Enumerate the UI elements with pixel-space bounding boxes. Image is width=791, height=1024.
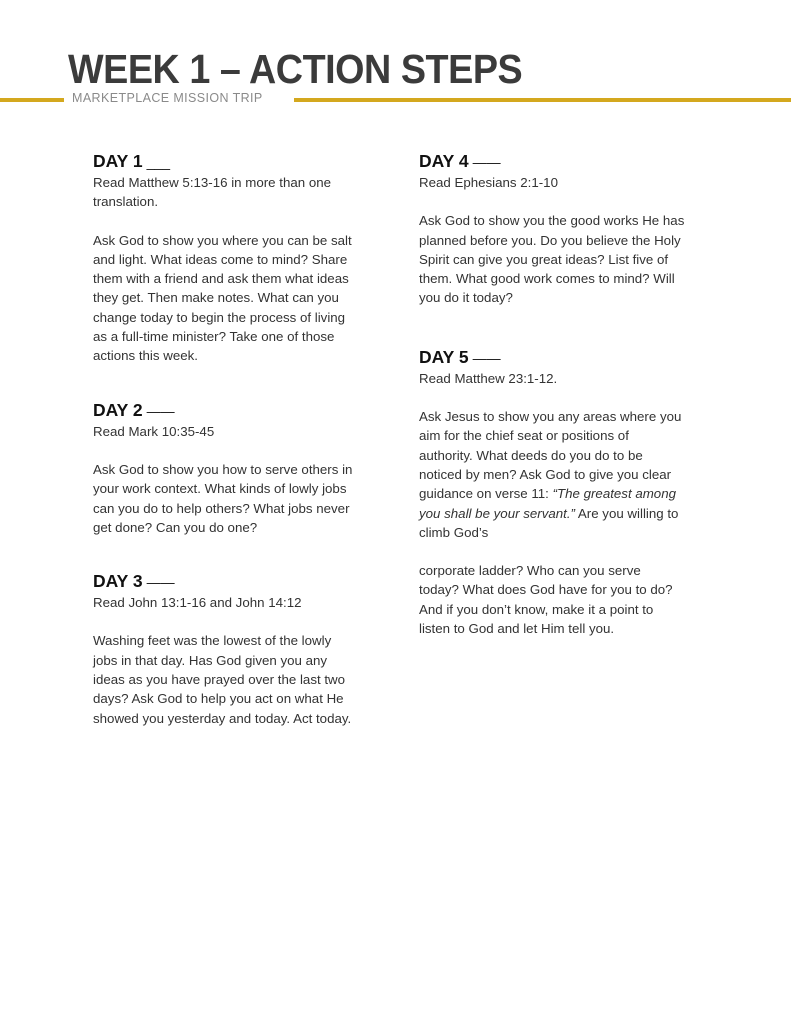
day-4-dash: ——	[472, 154, 501, 170]
day-5-reading: Read Matthew 23:1-12.	[419, 370, 558, 386]
day-1-heading	[93, 150, 383, 173]
day-4-section	[419, 150, 709, 308]
day-2-reading: Read Mark 10:35-45	[93, 423, 215, 439]
day-1-body: Ask God to show you where you can be salt and light. What ideas come to mind? Share them with a friend and ask them what ideas they get. Then make notes. What can you change today to begin the process of living as a full-time minister? Take one of those actions this week.	[93, 232, 352, 364]
day-4-body: Ask God to show you the good works He has planned before you. Do you believe the Holy Spirit can give you great ideas? List five of them. What good work comes to mind? Will you do it today?	[419, 213, 685, 306]
day-3-section	[93, 570, 383, 728]
day-5-body-before: Ask Jesus to show you any areas where you aim for the chief seat or positions of authority. What deeds do you do to be noticed by men? Ask God to give you clear guidance on verse 11:	[419, 409, 682, 502]
day-1-section	[93, 150, 383, 366]
left-column	[93, 150, 383, 728]
right-column	[419, 150, 709, 638]
header-rule-right	[294, 98, 791, 102]
day-1-title: DAY 1	[93, 151, 143, 171]
header-rule-left	[0, 98, 64, 102]
day-5-title: DAY 5	[419, 346, 469, 367]
day-5-quote: “The greatest among you shall be your servant.”	[419, 486, 676, 521]
day-1-reading: Read Matthew 5:13-16 in more than one translation.	[93, 175, 332, 210]
day-5-heading	[419, 346, 709, 369]
day-3-dash: ——	[146, 574, 175, 591]
day-5-body	[419, 407, 709, 542]
day-2-body: Ask God to show you how to serve others in your work context. What kinds of lowly jobs can you do to help others? What jobs never get done? Can you do one?	[93, 461, 353, 535]
day-5-body-after: Are you willing to climb God’s	[419, 505, 679, 540]
day-1-dash: ___	[146, 154, 170, 170]
day-2-title: DAY 2	[93, 399, 143, 420]
page-title: WEEK 1 – ACTION STEPS	[68, 46, 523, 92]
day-3-heading	[93, 570, 383, 593]
day-2-heading	[93, 399, 383, 422]
day-3-reading: Read John 13:1-16 and John 14:12	[93, 595, 302, 611]
day-4-heading	[419, 150, 709, 173]
day-5-dash: ——	[472, 349, 501, 366]
day-4-title: DAY 4	[419, 151, 469, 171]
day-2-section	[93, 399, 383, 537]
day-3-title: DAY 3	[93, 571, 143, 592]
day-5-section	[419, 346, 709, 639]
day-4-reading: Read Ephesians 2:1-10	[419, 175, 558, 190]
day-5-continuation: corporate ladder? Who can you serve today? What does God have for you to do? And if you don’t know, make it a point to listen to God and let Him tell you.	[419, 563, 673, 637]
day-2-dash: ——	[146, 402, 175, 419]
day-3-body: Washing feet was the lowest of the lowly jobs in that day. Has God given you any ideas as you have prayed over the last two days? Ask God to help you act on what He showed you yesterday and today. Act today.	[93, 633, 352, 726]
page-subtitle: MARKETPLACE MISSION TRIP	[72, 91, 263, 105]
